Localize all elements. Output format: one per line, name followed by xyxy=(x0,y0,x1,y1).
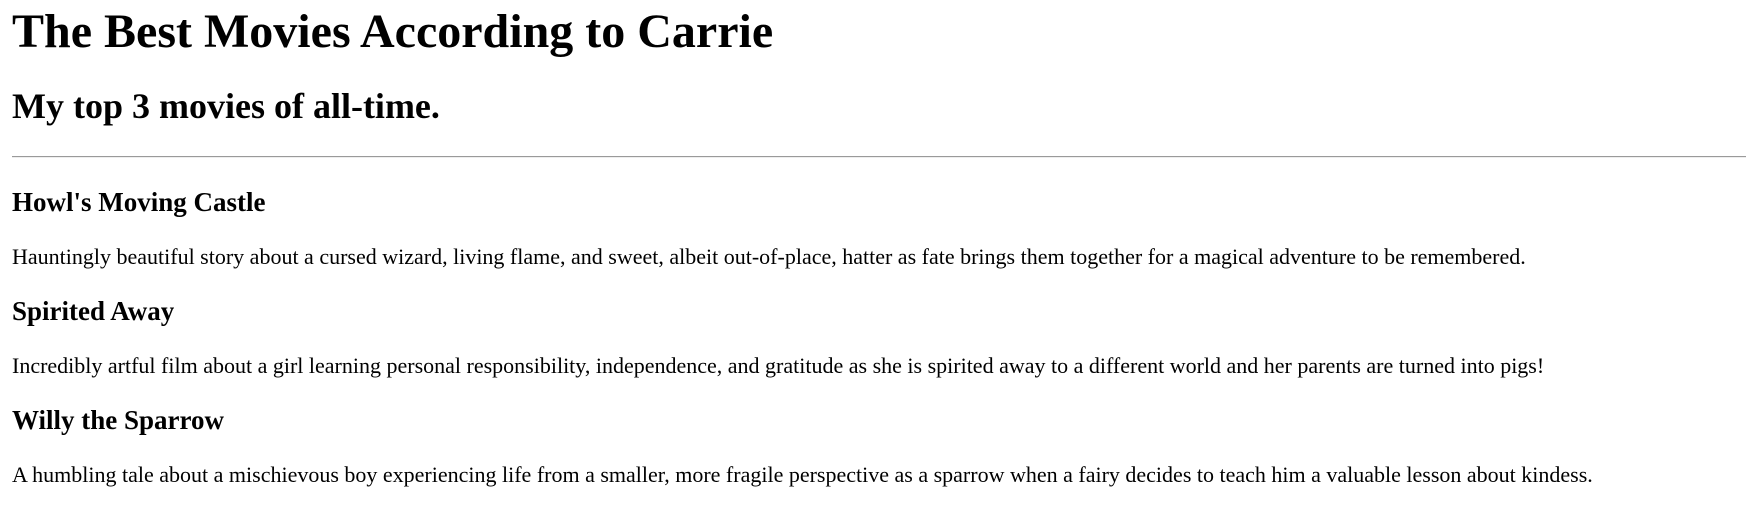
divider xyxy=(12,156,1746,158)
page-subtitle: My top 3 movies of all-time. xyxy=(12,86,440,126)
movie-entry xyxy=(12,404,1734,488)
page-title: The Best Movies According to Carrie xyxy=(12,5,774,58)
movie-description: Incredibly artful film about a girl learning personal responsibility, independence, and gratitude as she is spirited away to a different world and her parents are turned into pigs! xyxy=(12,353,1545,378)
movie-description: Hauntingly beautiful story about a cursed wizard, living flame, and sweet, albeit out-of-place, hatter as fate brings them together for a magical adventure to be remembered. xyxy=(12,244,1526,269)
movie-title: Spirited Away xyxy=(12,296,175,326)
movie-entry xyxy=(12,295,1734,379)
movie-description: A humbling tale about a mischievous boy experiencing life from a smaller, more fragile perspective as a sparrow when a fairy decides to teach him a valuable lesson about kindess. xyxy=(12,462,1593,487)
movie-title: Willy the Sparrow xyxy=(12,405,225,435)
movie-entry xyxy=(12,186,1734,270)
movie-title: Howl's Moving Castle xyxy=(12,187,266,217)
